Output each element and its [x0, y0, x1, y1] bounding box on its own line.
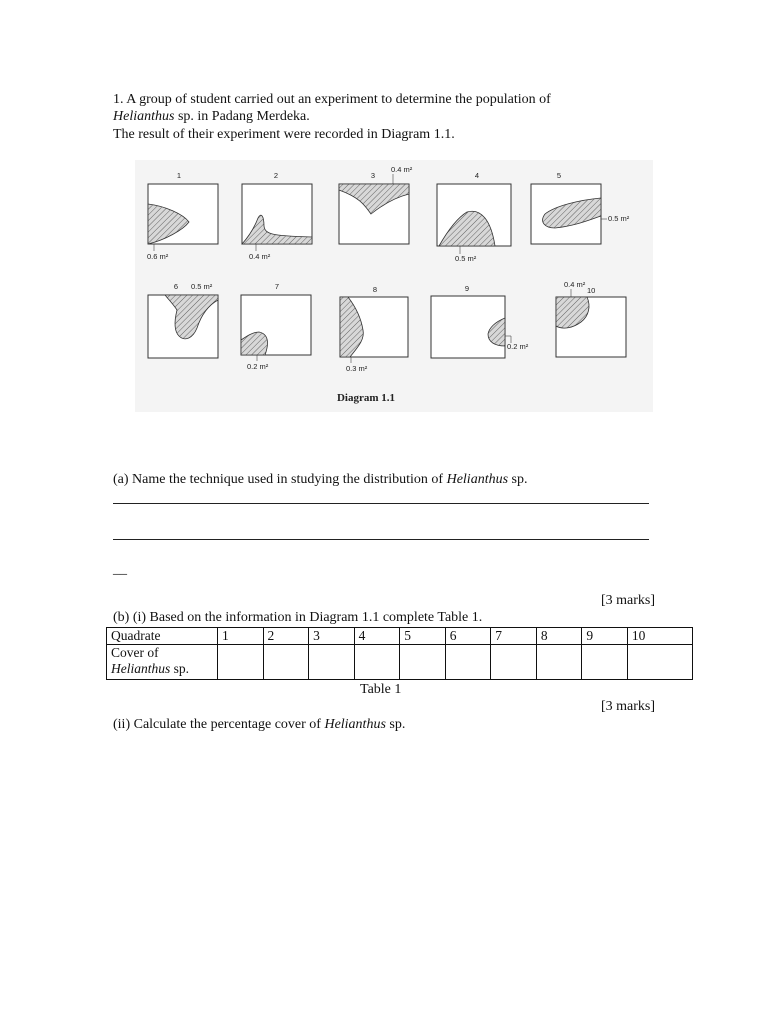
quadrat-number: 1	[176, 171, 182, 180]
table-col-header: 2	[263, 628, 309, 645]
table-col-header: 3	[309, 628, 355, 645]
table-answer-cell[interactable]	[582, 645, 628, 680]
diagram-quadrats	[135, 160, 653, 412]
question-text: A group of student carried out an experiment to determine the population of	[126, 92, 551, 107]
table-col-header: 9	[582, 628, 628, 645]
part-b-marks: [3 marks]	[600, 699, 655, 714]
table-answer-cell[interactable]	[400, 645, 446, 680]
table-answer-cell[interactable]	[445, 645, 491, 680]
table-answer-cell[interactable]	[354, 645, 400, 680]
part-a-suffix: sp.	[508, 472, 528, 487]
area-label: 0.5 m²	[191, 282, 213, 291]
table-header-label: Quadrate	[107, 628, 218, 645]
table-answer-cell[interactable]	[263, 645, 309, 680]
table-col-header: 8	[536, 628, 582, 645]
part-b-ii-text: (ii) Calculate the percentage cover of	[113, 717, 325, 732]
part-b-ii-species: Helianthus	[324, 717, 386, 732]
part-b-ii-question	[113, 717, 405, 733]
quadrat-number: 3	[370, 171, 376, 180]
diagram-svg	[135, 160, 653, 412]
table-answer-cell[interactable]	[536, 645, 582, 680]
row-label-suffix: sp.	[170, 661, 190, 676]
table-cover-row	[107, 645, 693, 680]
answer-line-3-dash: __	[113, 562, 127, 577]
quadrat-number: 8	[372, 285, 378, 294]
location-text: sp. in Padang Merdeka.	[174, 109, 310, 124]
area-label: 0.5 m²	[455, 254, 477, 263]
table-col-header: 4	[354, 628, 400, 645]
table-caption: Table 1	[360, 682, 402, 697]
species-name: Helianthus	[113, 109, 175, 124]
table-col-header: 7	[491, 628, 537, 645]
table-col-header: 10	[627, 628, 692, 645]
quadrat-number: 9	[464, 284, 470, 293]
quadrat-number: 2	[273, 171, 279, 180]
part-a-question	[113, 472, 528, 488]
question-line-3: The result of their experiment were recorded in Diagram 1.1.	[113, 127, 455, 142]
area-label: 0.2 m²	[247, 362, 269, 371]
answer-line-2[interactable]	[113, 539, 649, 540]
question-line-1	[113, 92, 551, 108]
row-label-line1: Cover of	[111, 645, 159, 660]
diagram-caption: Diagram 1.1	[336, 392, 396, 404]
quadrat-number: 5	[556, 171, 562, 180]
table-1	[106, 627, 693, 680]
table-answer-cell[interactable]	[491, 645, 537, 680]
area-label: 0.4 m²	[391, 165, 413, 174]
table-answer-cell[interactable]	[627, 645, 692, 680]
row-label-species: Helianthus	[111, 661, 171, 676]
quadrat-number: 7	[274, 282, 280, 291]
quadrat-number: 6	[173, 282, 179, 291]
area-label: 0.6 m²	[147, 252, 169, 261]
quadrat-number: 4	[474, 171, 480, 180]
quadrat-number: 10	[587, 286, 596, 295]
part-b-question: (b) (i) Based on the information in Diagram 1.1 complete Table 1.	[113, 610, 483, 625]
area-label: 0.5 m²	[608, 214, 630, 223]
table-answer-cell[interactable]	[309, 645, 355, 680]
answer-line-1[interactable]	[113, 503, 649, 504]
area-label: 0.3 m²	[346, 364, 368, 373]
part-b-ii-suffix: sp.	[385, 717, 406, 732]
table-col-header: 5	[400, 628, 446, 645]
part-a-marks: [3 marks]	[600, 593, 655, 608]
part-a-species: Helianthus	[446, 472, 509, 487]
part-a-text: (a) Name the technique used in studying the distribution of	[113, 472, 447, 487]
table-col-header: 1	[218, 628, 264, 645]
question-number: 1.	[113, 92, 124, 107]
table-row-label	[107, 645, 218, 680]
area-label: 0.4 m²	[249, 252, 271, 261]
table-header-row	[107, 628, 693, 645]
area-label: 0.2 m²	[507, 342, 529, 351]
question-line-2	[113, 109, 310, 125]
area-label: 0.4 m²	[564, 280, 586, 289]
table-answer-cell[interactable]	[218, 645, 264, 680]
table-col-header: 6	[445, 628, 491, 645]
